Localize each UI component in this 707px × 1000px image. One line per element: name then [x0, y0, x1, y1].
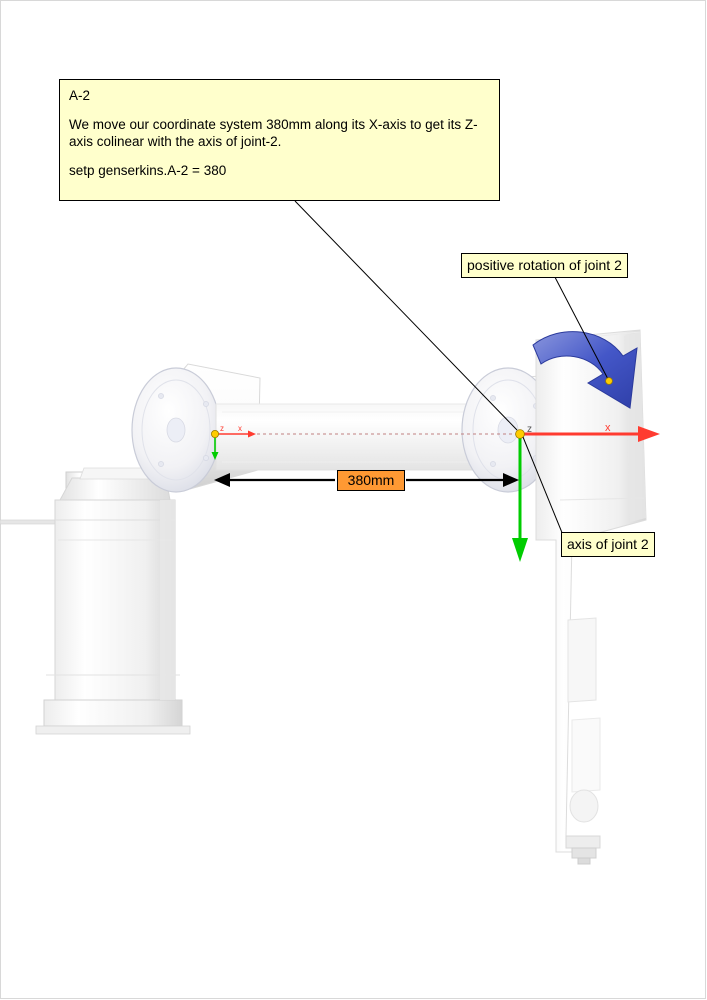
svg-text:z: z [527, 424, 532, 435]
svg-text:x: x [238, 424, 242, 433]
note-a2-heading: A-2 [69, 88, 91, 103]
rotation-anchor-dot [606, 378, 613, 385]
note-a2-body: We move our coordinate system 380mm along its X-axis to get its Z-axis colinear with the axis of joint-2. [69, 117, 478, 149]
note-a2 [59, 79, 500, 201]
label-dimension-380mm [337, 470, 405, 491]
label-positive-rotation-text: positive rotation of joint 2 [467, 257, 622, 273]
label-axis-of-joint-2-text: axis of joint 2 [567, 536, 649, 552]
svg-text:z: z [220, 424, 224, 433]
label-axis-of-joint-2 [561, 532, 655, 557]
forearm-column [536, 330, 646, 864]
robot-base [0, 468, 190, 734]
label-positive-rotation [461, 253, 628, 278]
note-a2-command: setp genserkins.A-2 = 380 [69, 163, 227, 179]
svg-text:x: x [605, 422, 611, 434]
leader-line-note [295, 201, 517, 430]
label-dimension-380mm-text: 380mm [347, 472, 395, 488]
upper-arm-link [216, 404, 500, 470]
